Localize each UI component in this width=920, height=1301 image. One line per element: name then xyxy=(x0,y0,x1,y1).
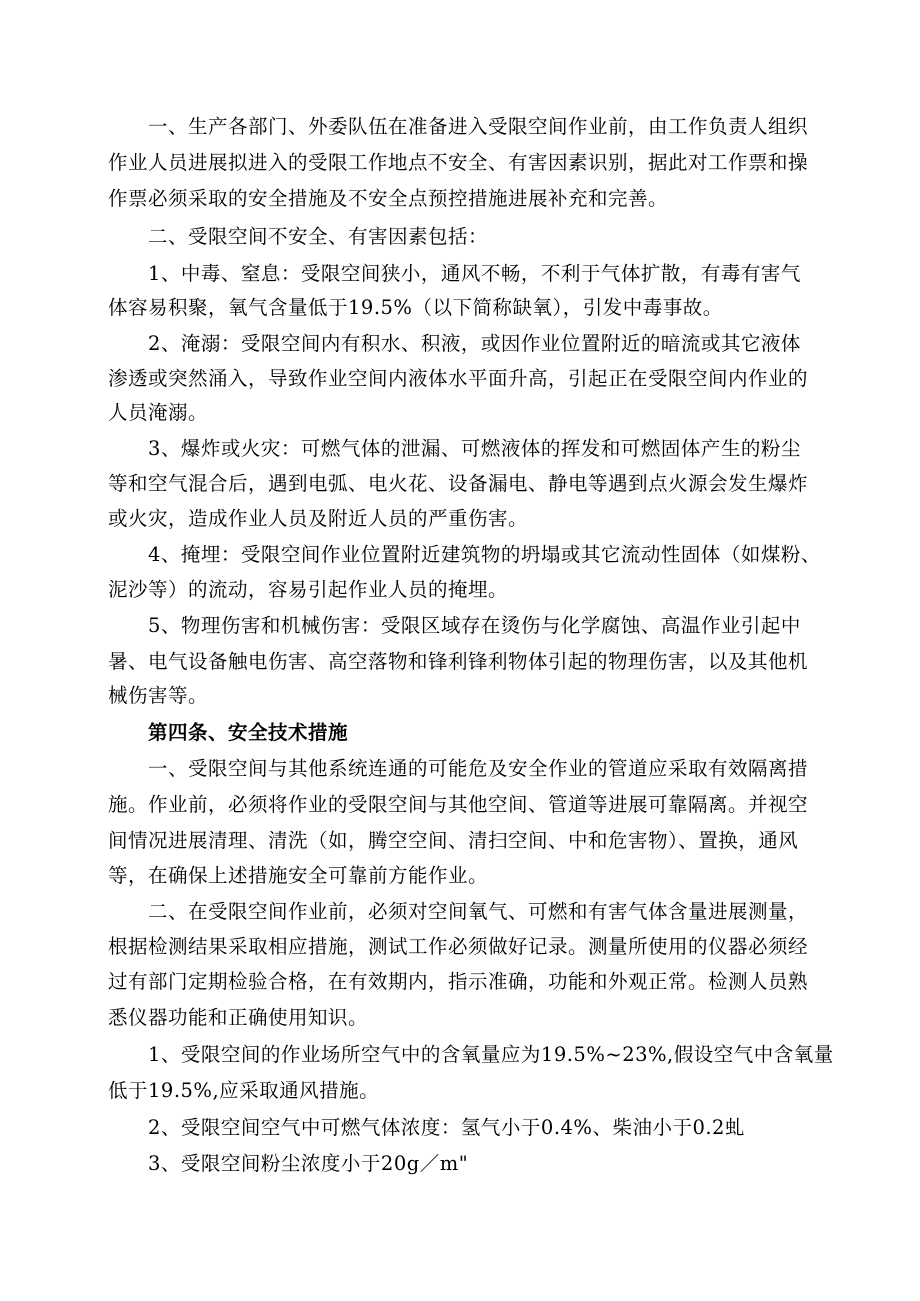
paragraph-line: 2、受限空间空气中可燃气体浓度：氢气小于0.4%、柴油小于0.2虬 xyxy=(148,1116,745,1139)
paragraph-line: 施。作业前，必须将作业的受限空间与其他空间、管道等进展可靠隔离。并视空 xyxy=(108,793,809,816)
paragraph-line: 1、中毒、窒息：受限空间狭小，通风不畅，不利于气体扩散，有毒有害气 xyxy=(148,262,801,285)
paragraph-line: 2、淹溺：受限空间内有积水、积液，或因作业位置附近的暗流或其它液体 xyxy=(148,332,801,355)
paragraph-line: 3、爆炸或火灾：可燃气体的泄漏、可燃液体的挥发和可燃固体产生的粉尘 xyxy=(148,437,801,460)
paragraph-line: 过有部门定期检验合格，在有效期内，指示准确，功能和外观正常。检测人员熟 xyxy=(108,970,809,993)
paragraph-line: 泥沙等）的流动，容易引起作业人员的掩埋。 xyxy=(108,578,509,601)
paragraph-line: 人员淹溺。 xyxy=(108,401,209,424)
paragraph-line: 械伤害等。 xyxy=(108,684,209,707)
paragraph-line: 二、受限空间不安全、有害因素包括： xyxy=(148,225,489,248)
paragraph-line: 二、在受限空间作业前，必须对空间氧气、可燃和有害气体含量进展测量， xyxy=(148,900,809,923)
paragraph-line: 等，在确保上述措施安全可靠前方能作业。 xyxy=(108,864,489,887)
section-heading: 第四条、安全技术措施 xyxy=(148,721,349,744)
paragraph-line: 1、受限空间的作业场所空气中的含氧量应为19.5%~23%,假设空气中含氧量 xyxy=(148,1043,834,1066)
paragraph-line: 作票必须采取的安全措施及不安全点预控措施进展补充和完善。 xyxy=(108,187,669,210)
paragraph-line: 等和空气混合后，遇到电弧、电火花、设备漏电、静电等遇到点火源会发生爆炸 xyxy=(108,472,809,495)
paragraph-line: 4、掩埋：受限空间作业位置附近建筑物的坍塌或其它流动性固体（如煤粉、 xyxy=(148,543,821,566)
paragraph-line: 作业人员进展拟进入的受限工作地点不安全、有害因素识别，据此对工作票和操 xyxy=(108,151,809,174)
paragraph-line: 3、受限空间粉尘浓度小于20g／m" xyxy=(148,1152,469,1175)
paragraph-line: 低于19.5%,应采取通风措施。 xyxy=(108,1079,380,1102)
paragraph-line: 一、生产各部门、外委队伍在准备进入受限空间作业前，由工作负责人组织 xyxy=(148,115,809,138)
paragraph-line: 或火灾，造成作业人员及附近人员的严重伤害。 xyxy=(108,507,529,530)
paragraph-line: 悉仪器功能和正确使用知识。 xyxy=(108,1006,369,1029)
paragraph-line: 一、受限空间与其他系统连通的可能危及安全作业的管道应采取有效隔离措 xyxy=(148,757,809,780)
paragraph-line: 根据检测结果采取相应措施，测试工作必须做好记录。测量所使用的仪器必须经 xyxy=(108,935,809,958)
paragraph-line: 暑、电气设备触电伤害、高空落物和锋利锋利物体引起的物理伤害，以及其他机 xyxy=(108,650,809,673)
paragraph-line: 5、物理伤害和机械伤害：受限区域存在烫伤与化学腐蚀、高温作业引起中 xyxy=(148,614,801,637)
paragraph-line: 体容易积聚，氧气含量低于19.5%（以下简称缺氧），引发中毒事故。 xyxy=(108,296,723,319)
paragraph-line: 间情况进展清理、清洗（如，腾空空间、清扫空间、中和危害物）、置换，通风 xyxy=(108,829,799,852)
paragraph-line: 渗透或突然涌入，导致作业空间内液体水平面升高，引起正在受限空间内作业的 xyxy=(108,367,809,390)
